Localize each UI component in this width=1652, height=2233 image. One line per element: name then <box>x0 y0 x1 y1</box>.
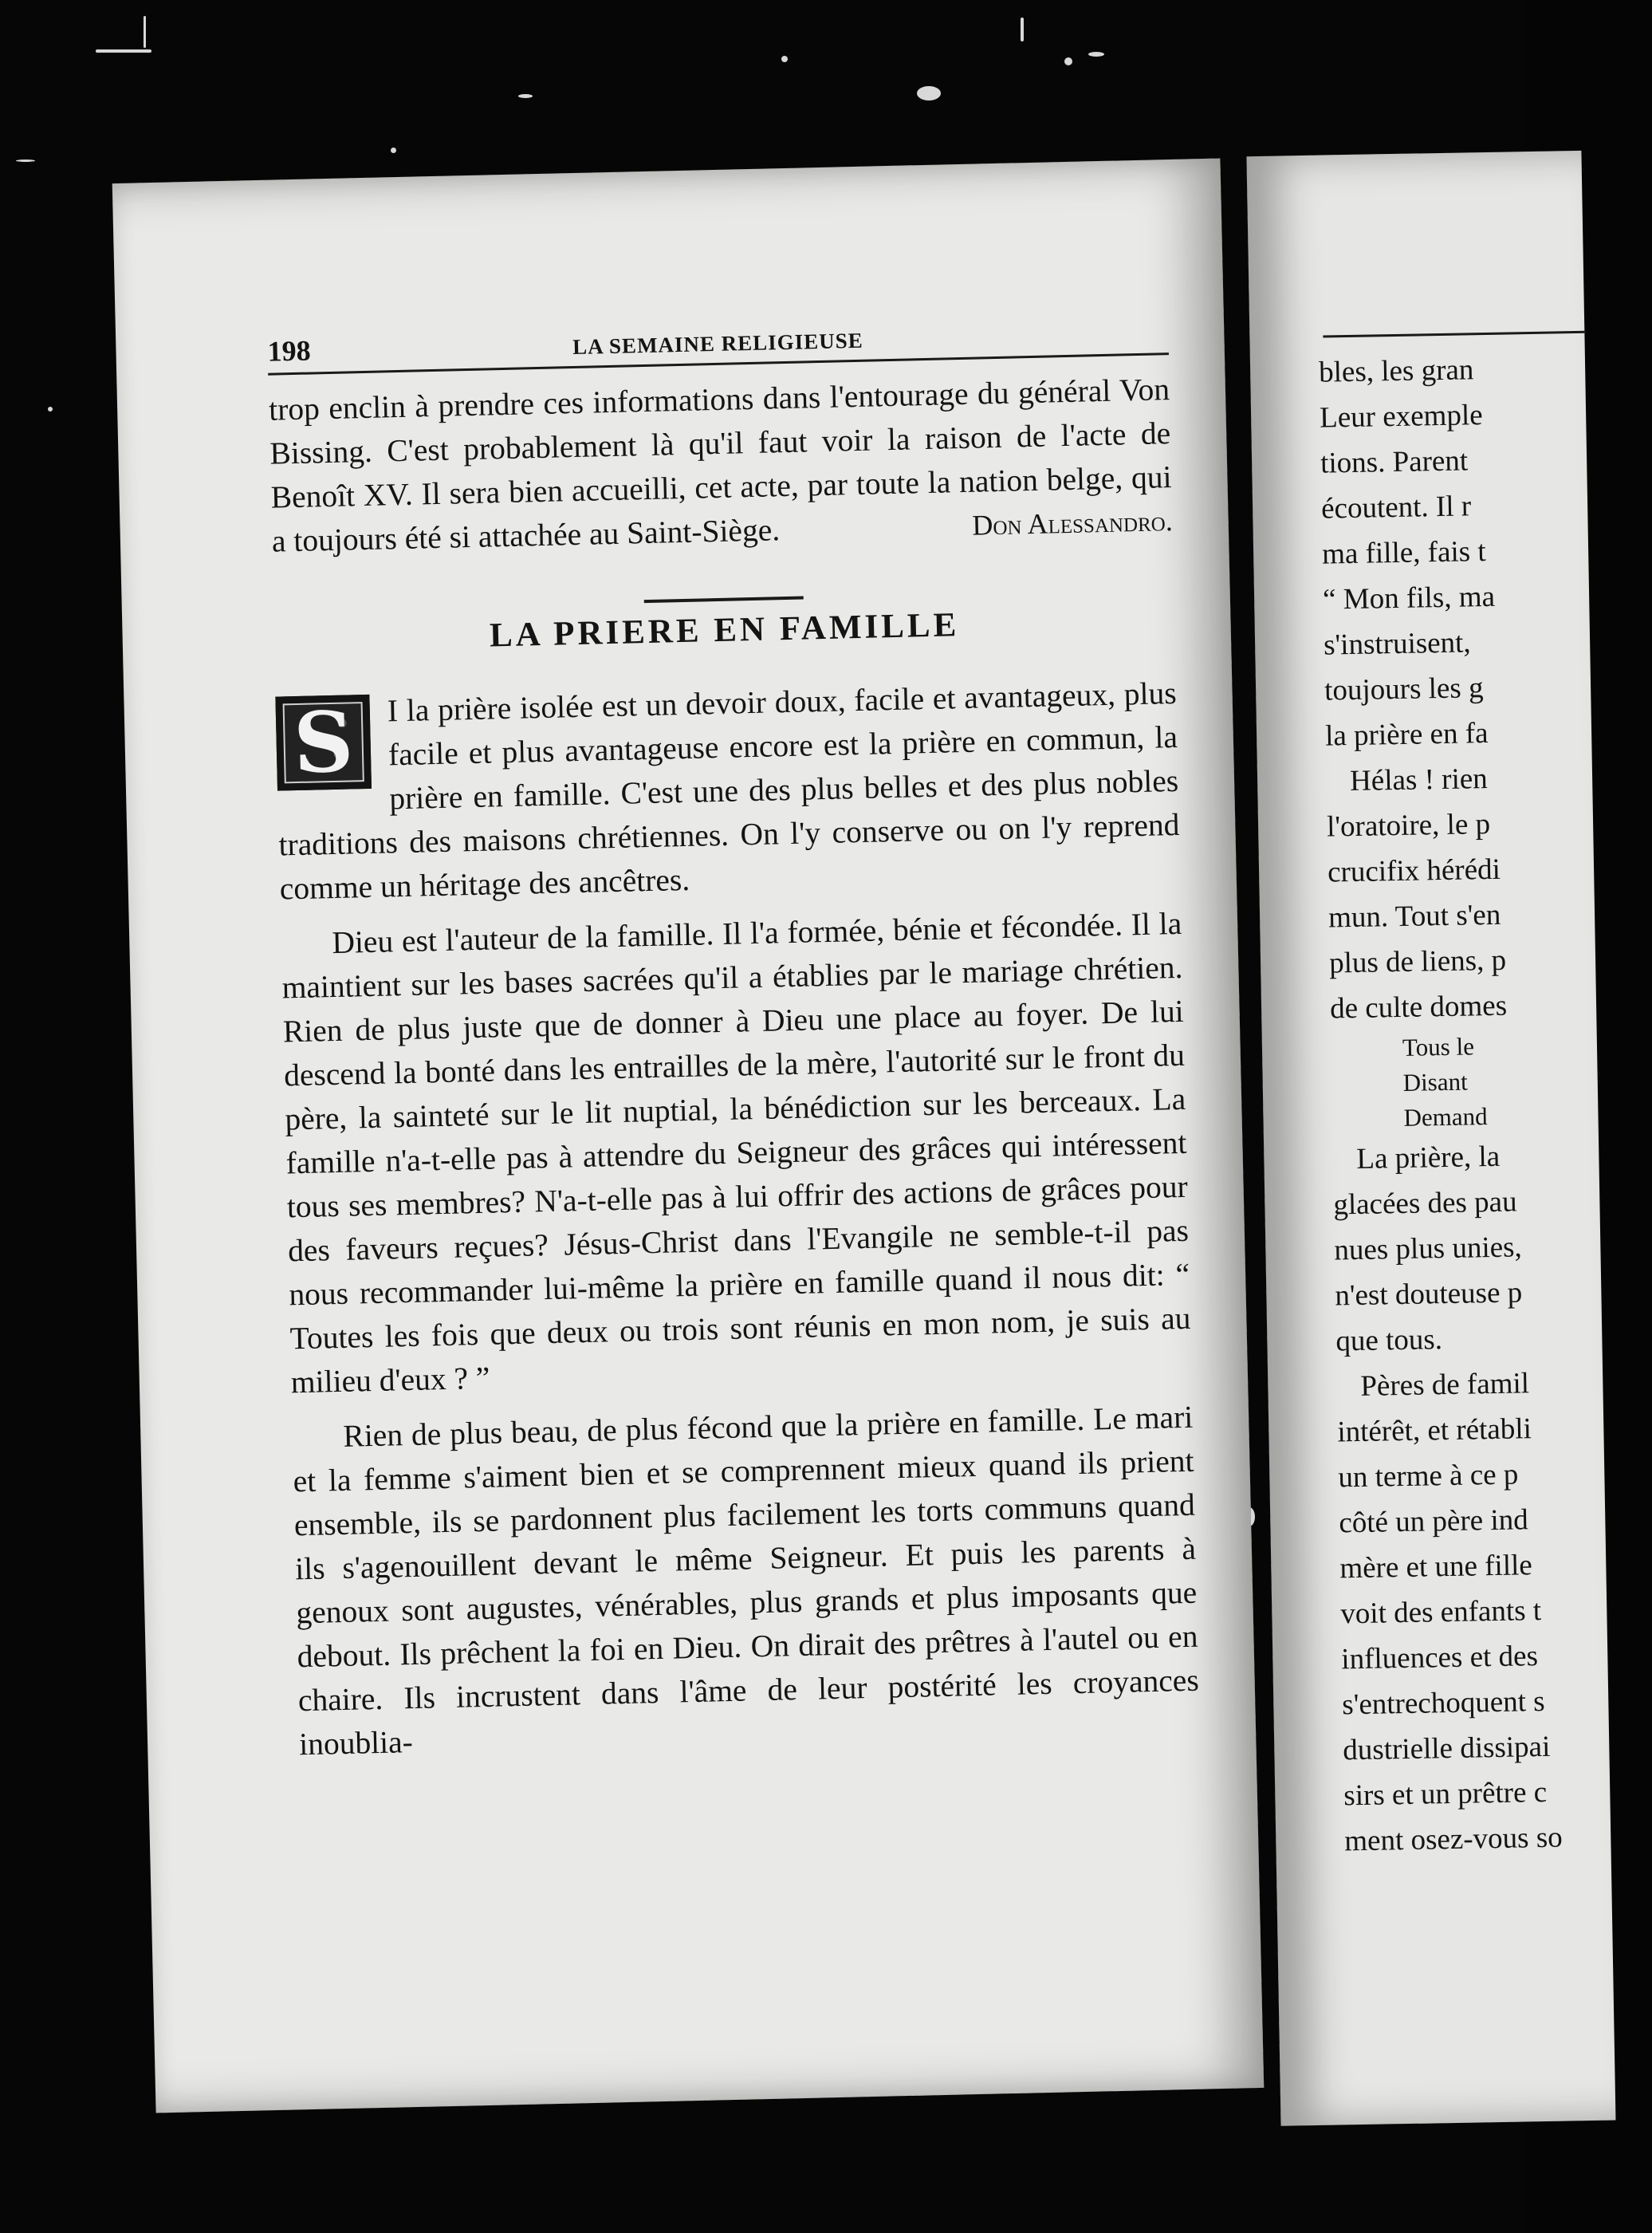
page-number: 198 <box>267 334 311 368</box>
text-line: l'oratoire, le p <box>1326 807 1491 844</box>
text-line: ment osez-vous so <box>1343 1821 1564 1858</box>
text-line: influences et des <box>1340 1640 1539 1676</box>
text-line: La prière, la <box>1356 1140 1501 1176</box>
text-line: côté un père ind <box>1339 1503 1529 1540</box>
film-speck <box>518 94 533 98</box>
verse-line: Demand <box>1403 1102 1488 1132</box>
text-line: tions. Parent <box>1320 444 1469 480</box>
text-line: plus de liens, p <box>1328 943 1507 980</box>
text-line: la prière en fa <box>1324 717 1489 753</box>
article-title: LA PRIERE EN FAMILLE <box>489 606 960 655</box>
text-line: écoutent. Il r <box>1320 490 1472 526</box>
text-line: nues plus unies, <box>1334 1231 1523 1267</box>
film-speck <box>48 407 53 412</box>
text-line: bles, les gran <box>1318 353 1474 389</box>
text-line: que tous. <box>1335 1323 1443 1358</box>
verse-line: Tous le <box>1402 1032 1475 1061</box>
text-line: sirs et un prêtre c <box>1343 1775 1548 1813</box>
paragraph-1: I la prière isolée est un devoir doux, facile et avantageux, plus facile et plus avantageuse encore est la prière en commun, la prière en famille. C'est une des plus belles et des plus nobles traditions des maisons chrétiennes. On l'y conserve ou on l'y reprend comme un héritage des ancêtres. <box>278 675 1180 907</box>
right-page <box>1246 151 1615 2126</box>
running-title: LA SEMAINE RELIGIEUSE <box>572 328 864 360</box>
text-line: s'instruisent, <box>1323 626 1471 662</box>
right-page-text <box>1319 345 1648 1864</box>
text-line: toujours les g <box>1324 671 1484 707</box>
text-line: un terme à ce p <box>1338 1458 1519 1495</box>
running-header <box>267 316 1169 376</box>
text-line: voit des enfants t <box>1340 1594 1542 1631</box>
text-line: mère et une fille <box>1339 1549 1533 1585</box>
right-page-header-rule <box>1323 331 1586 338</box>
text-line: Pères de famil <box>1360 1367 1530 1403</box>
signature: Don Alessandro. <box>971 505 1174 542</box>
verse-line: Disant <box>1402 1067 1468 1097</box>
text-line: n'est douteuse p <box>1335 1276 1523 1313</box>
continuation-paragraph: trop enclin à prendre ces informations dans l'entourage du général Von Bissing. C'est probablement là qu'il faut voir la raison de l'acte de Benoît XV. Il sera bien accueilli, cet acte, par toute la nation belge, qui a toujours été si attachée au Saint-Siège. <box>268 372 1172 559</box>
text-line: dustrielle dissipai <box>1342 1730 1551 1767</box>
text-line: crucifix hérédi <box>1327 853 1501 889</box>
film-scratch <box>144 16 146 48</box>
film-speck <box>1064 57 1072 65</box>
film-scratch <box>16 160 35 162</box>
film-speck <box>391 148 396 153</box>
film-scratch <box>1021 18 1024 41</box>
text-line: s'entrechoquent s <box>1341 1684 1545 1722</box>
left-page <box>112 159 1265 2113</box>
text-line: Hélas ! rien <box>1349 762 1489 798</box>
text-line: Leur exemple <box>1319 399 1483 435</box>
drop-cap-letter: S <box>292 692 355 793</box>
film-scratch <box>96 49 151 53</box>
film-speck <box>917 86 941 100</box>
ornamental-drop-cap <box>275 692 372 793</box>
text-line: “ Mon fils, ma <box>1322 580 1496 616</box>
paragraph-2: Dieu est l'auteur de la famille. Il l'a formée, bénie et fécondée. Il la maintient sur les bases sacrées qu'il a établies par le mariage chrétien. Rien de plus juste que de donner à Dieu une place au foyer. De lui descend la bonté dans les entrailles de la mère, l'autorité sur le front du père, la sainteté sur le lit nuptial, la bénédiction sur les berceaux. La famille n'a-t-elle pas à attendre du Seigneur des grâces qui intéressent tous ses membres? N'a-t-elle pas à lui offrir des actions de grâces pour des faveurs reçues? Jésus-Christ dans l'Evangile ne semble-t-il pas nous recommander lui-même la prière en famille quand il nous dit: “ Toutes les fois que deux ou trois sont réunis en mon nom, je suis au milieu d'eux ? ” <box>281 905 1191 1400</box>
text-line: ma fille, fais t <box>1321 535 1486 571</box>
film-speck <box>1088 52 1104 57</box>
film-speck <box>781 56 788 62</box>
paragraph-3: Rien de plus beau, de plus fécond que la prière en famille. Le mari et la femme s'aiment bien et se comprennent mieux quand ils prient ensemble, ils se pardonnent plus facilement les torts communs quand ils s'agenouillent devant le même Seigneur. Et puis les parents à genoux sont augustes, vénérables, plus grands et plus imposants que debout. Ils prêchent la foi en Dieu. On dirait des prêtres à l'autel ou en chaire. Ils incrustent dans l'âme de leur postérité les croyances inoublia- <box>293 1399 1200 1762</box>
left-page-text <box>267 316 1200 1766</box>
text-line: mun. Tout s'en <box>1328 898 1501 935</box>
title-rule <box>644 597 804 604</box>
text-line: intérêt, et rétabli <box>1337 1412 1532 1449</box>
text-line: de culte domes <box>1329 989 1508 1026</box>
text-line: glacées des pau <box>1333 1185 1517 1222</box>
